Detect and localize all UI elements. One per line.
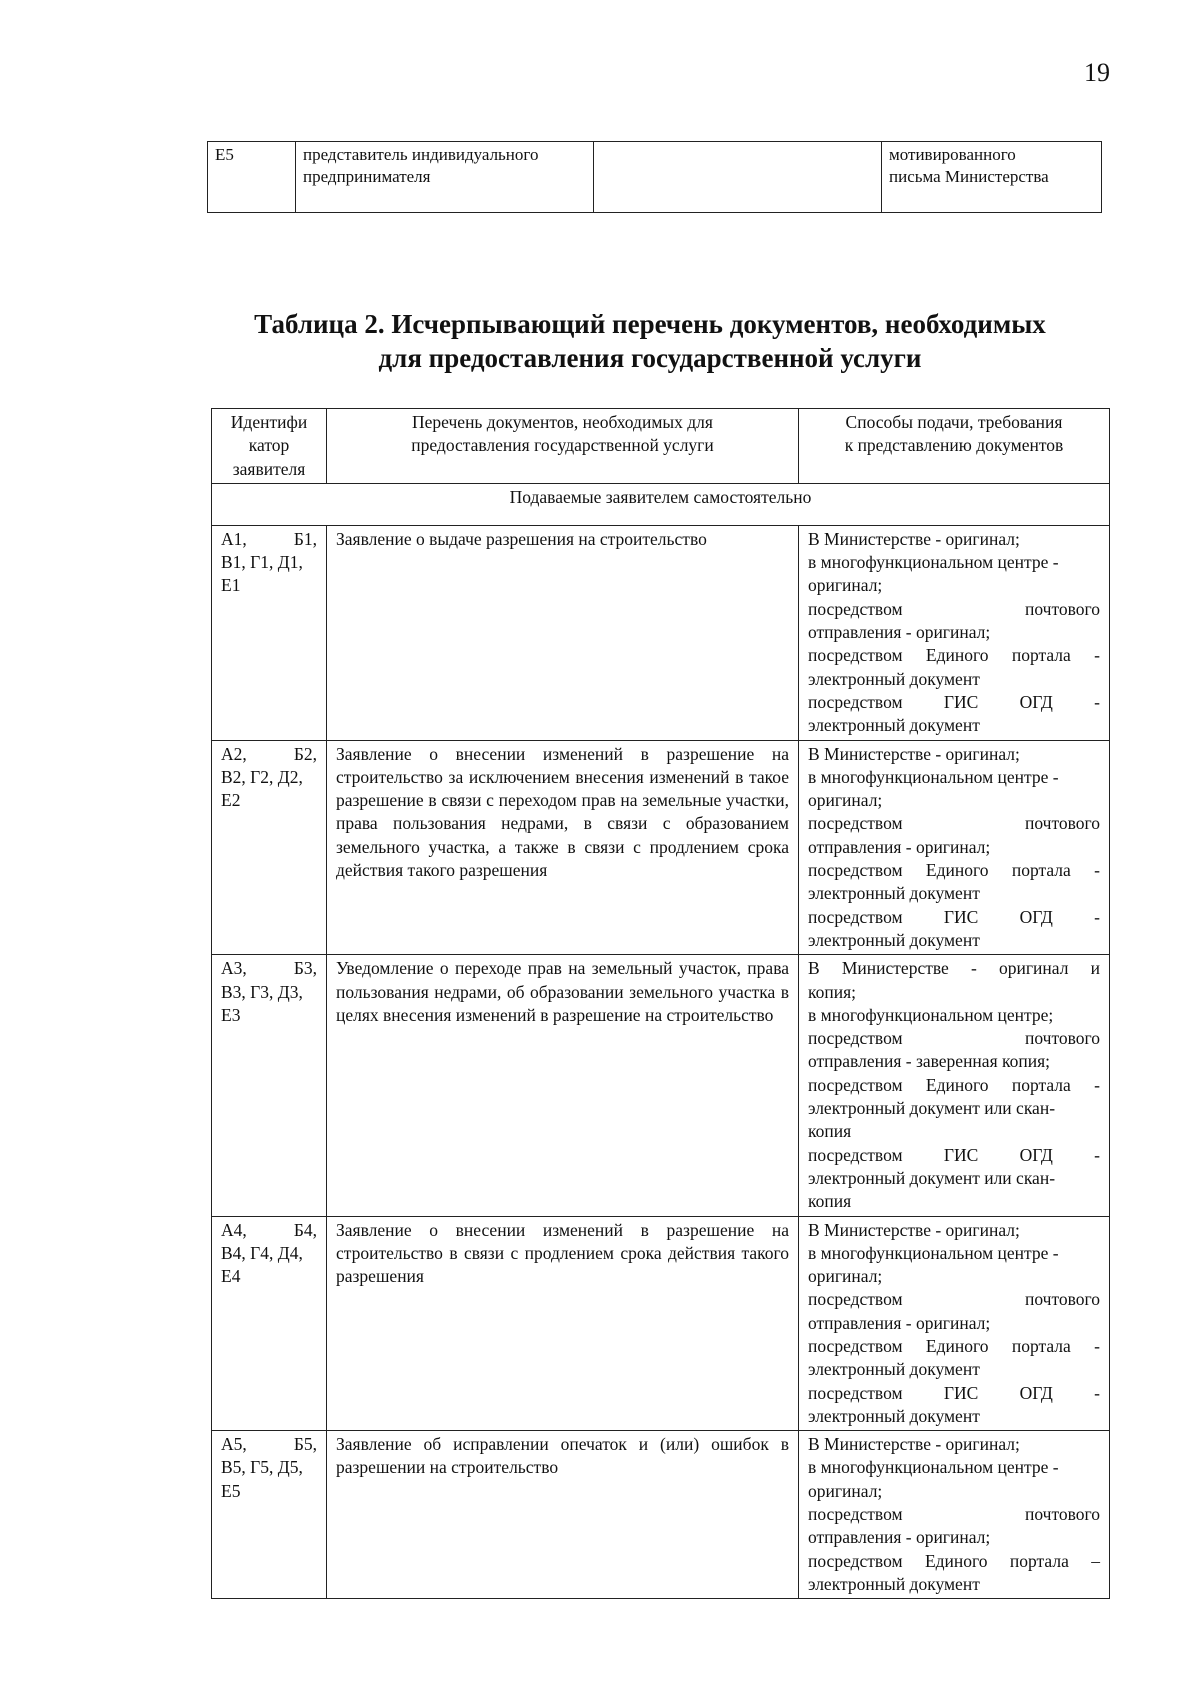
text-line: Е4 [221,1266,241,1287]
text-line: А5, Б5, [221,1434,317,1455]
text-line: посредством Единого портала - [808,860,1100,881]
document-cell: Заявление о выдаче разрешения на строительство [327,525,799,740]
text-line: В Министерстве - оригинал; [808,1219,1020,1240]
methods-cell [799,525,1110,740]
methods-cell [882,142,1102,213]
section-label: Подаваемые заявителем самостоятельно [212,483,1110,525]
text-line: электронный документ [808,668,980,689]
text-line: Способы подачи, требования [845,412,1063,432]
text-line: отправления - заверенная копия; [808,1051,1050,1072]
table-title [180,307,1120,375]
text-line: посредством Единого портала - [808,1335,1100,1356]
text-line: В1, Г1, Д1, [221,552,303,573]
text-line: электронный документ [808,715,980,736]
text-line: Е3 [221,1004,241,1025]
text-line: предоставления государственной услуги [411,435,714,456]
text-line: посредством почтового [808,1504,1100,1525]
text-line: Идентифи [230,412,308,432]
text-line: оригинал; [808,1266,883,1287]
text-line: копия; [808,981,857,1002]
text-line: посредством почтового [808,1289,1100,1310]
document-cell: Уведомление о переходе прав на земельный участок, права пользования недрами, об образовании земельного участка в целях внесения изменений в разрешение на строительство [327,955,799,1216]
text-line: оригинал; [808,1480,883,1501]
table-row [212,1431,1110,1599]
text-line: в многофункциональном центре - [808,552,1059,573]
text-line: мотивированного [889,145,1016,164]
text-line: в многофункциональном центре - [808,1242,1059,1263]
text-line: предпринимателя [303,167,431,186]
text-line: копия [808,1121,852,1142]
document-cell: Заявление о внесении изменений в разрешение на строительство в связи с продлением срока действия такого разрешения [327,1216,799,1431]
page-number: 19 [1084,58,1110,87]
empty-cell [594,142,882,213]
text-line: В Министерстве - оригинал; [808,1434,1020,1455]
header-applicant-id [212,409,327,484]
text-line: В4, Г4, Д4, [221,1242,303,1263]
text-line: в многофункциональном центре - [808,1457,1059,1478]
table-title-line: для предоставления государственной услуги [378,343,922,373]
text-line: катор [248,435,290,456]
applicant-id-cell [212,955,327,1216]
text-line: отправления - оригинал; [808,1312,991,1333]
text-line: посредством ГИС ОГД - [808,1144,1100,1165]
text-line: электронный документ [808,1405,980,1426]
table-row [208,142,1102,213]
header-documents [327,409,799,484]
documents-table [211,408,1110,1599]
text-line: посредством Единого портала – [808,1550,1100,1571]
methods-cell [799,1216,1110,1431]
text-line: отправления - оригинал; [808,622,991,643]
methods-cell [799,740,1110,955]
applicant-id-cell [212,1216,327,1431]
text-line: Е5 [221,1480,241,1501]
document-cell: Заявление об исправлении опечаток и (или) ошибок в разрешении на строительство [327,1431,799,1599]
text-line: оригинал; [808,790,883,811]
text-line: письма Министерства [889,167,1049,186]
text-line: А4, Б4, [221,1219,317,1240]
text-line: В3, Г3, Д3, [221,981,303,1002]
table-row [212,955,1110,1216]
text-line: посредством почтового [808,598,1100,619]
text-line: копия [808,1191,852,1212]
table-row [212,1216,1110,1431]
text-line: электронный документ [808,1359,980,1380]
document-cell: Заявление о внесении изменений в разрешение на строительство за исключением внесения изменений в такое разрешение в связи с переходом прав на земельные участки, права пользования недрами, в связи с образованием земельного участка, а также в связи с продлением срока действия такого разрешения [327,740,799,955]
applicant-id-cell [212,525,327,740]
text-line: Е1 [221,575,241,596]
table-title-line: Таблица 2. Исчерпывающий перечень документов, необходимых [254,309,1046,339]
applicant-description-cell [296,142,594,213]
methods-cell [799,955,1110,1216]
text-line: электронный документ или скан- [808,1167,1056,1188]
applicant-id-cell: Е5 [208,142,296,213]
table-row [212,525,1110,740]
text-line: в многофункциональном центре - [808,766,1059,787]
text-line: Перечень документов, необходимых для [412,412,713,432]
table-header-row [212,409,1110,484]
applicant-id-cell [212,1431,327,1599]
text-line: отправления - оригинал; [808,836,991,857]
text-line: В5, Г5, Д5, [221,1457,303,1478]
text-line: электронный документ или скан- [808,1098,1056,1119]
text-line: посредством ГИС ОГД - [808,906,1100,927]
text-line: Е2 [221,790,241,811]
text-line: А1, Б1, [221,528,317,549]
text-line: посредством ГИС ОГД - [808,1382,1100,1403]
text-line: посредством почтового [808,813,1100,834]
section-row [212,483,1110,525]
methods-cell [799,1431,1110,1599]
text-line: посредством почтового [808,1028,1100,1049]
text-line: электронный документ [808,883,980,904]
text-line: посредством Единого портала - [808,1074,1100,1095]
header-methods [799,409,1110,484]
text-line: В2, Г2, Д2, [221,766,303,787]
text-line: А3, Б3, [221,958,317,979]
text-line: оригинал; [808,575,883,596]
text-line: к представлению документов [844,435,1064,456]
text-line: электронный документ [808,1573,980,1594]
text-line: посредством Единого портала - [808,645,1100,666]
text-line: отправления - оригинал; [808,1527,991,1548]
applicant-id-cell [212,740,327,955]
text-line: А2, Б2, [221,743,317,764]
text-line: представитель индивидуального [303,145,539,164]
text-line: в многофункциональном центре; [808,1004,1054,1025]
continuation-table [207,141,1102,213]
text-line: В Министерстве - оригинал и [808,958,1100,979]
text-line: В Министерстве - оригинал; [808,743,1020,764]
text-line: заявителя [232,458,306,479]
text-line: электронный документ [808,929,980,950]
text-line: посредством ГИС ОГД - [808,691,1100,712]
text-line: В Министерстве - оригинал; [808,528,1020,549]
table-row [212,740,1110,955]
